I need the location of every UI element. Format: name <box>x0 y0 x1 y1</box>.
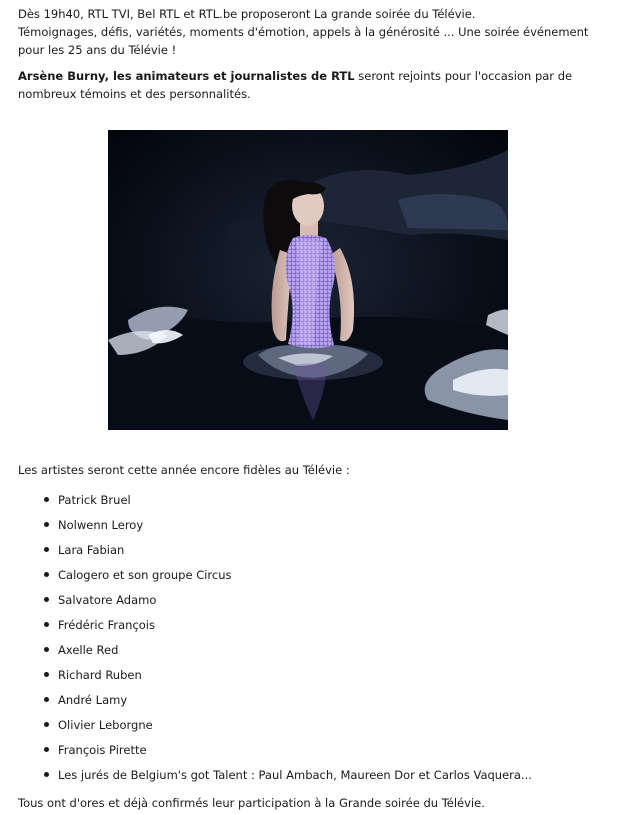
intro-paragraph <box>18 5 608 59</box>
list-item: Axelle Red <box>44 641 604 666</box>
list-item: Richard Ruben <box>44 666 604 691</box>
hosts-paragraph <box>18 67 608 103</box>
list-item: Les jurés de Belgium's got Talent : Paul Ambach, Maureen Dor et Carlos Vaquera... <box>44 766 604 791</box>
hosts-rest: seront rejoints pour l'occasion par de nombreux témoins et des personnalités. <box>18 69 573 101</box>
artists-intro: Les artistes seront cette année encore fidèles au Télévie : <box>18 463 350 477</box>
photo-woman-in-water-icon <box>108 130 508 430</box>
article-photo <box>108 130 508 430</box>
list-item: Calogero et son groupe Circus <box>44 566 604 591</box>
intro-line-1: Dès 19h40, RTL TVI, Bel RTL et RTL.be proposeront La grande soirée du Télévie. <box>18 7 476 21</box>
list-item: Nolwenn Leroy <box>44 516 604 541</box>
list-item: Salvatore Adamo <box>44 591 604 616</box>
article-intro <box>18 5 608 103</box>
hosts-bold: Arsène Burny, les animateurs et journalistes de RTL <box>18 69 355 83</box>
closing-paragraph: Tous ont d'ores et déjà confirmés leur participation à la Grande soirée du Télévie. <box>18 796 485 810</box>
list-item: Frédéric François <box>44 616 604 641</box>
list-item: François Pirette <box>44 741 604 766</box>
artists-list <box>44 491 604 791</box>
intro-line-2: Témoignages, défis, variétés, moments d'émotion, appels à la générosité ... Une soirée événement pour les 25 ans du Télévie ! <box>18 25 589 57</box>
list-item: Olivier Leborgne <box>44 716 604 741</box>
list-item: Lara Fabian <box>44 541 604 566</box>
list-item: André Lamy <box>44 691 604 716</box>
list-item: Patrick Bruel <box>44 491 604 516</box>
